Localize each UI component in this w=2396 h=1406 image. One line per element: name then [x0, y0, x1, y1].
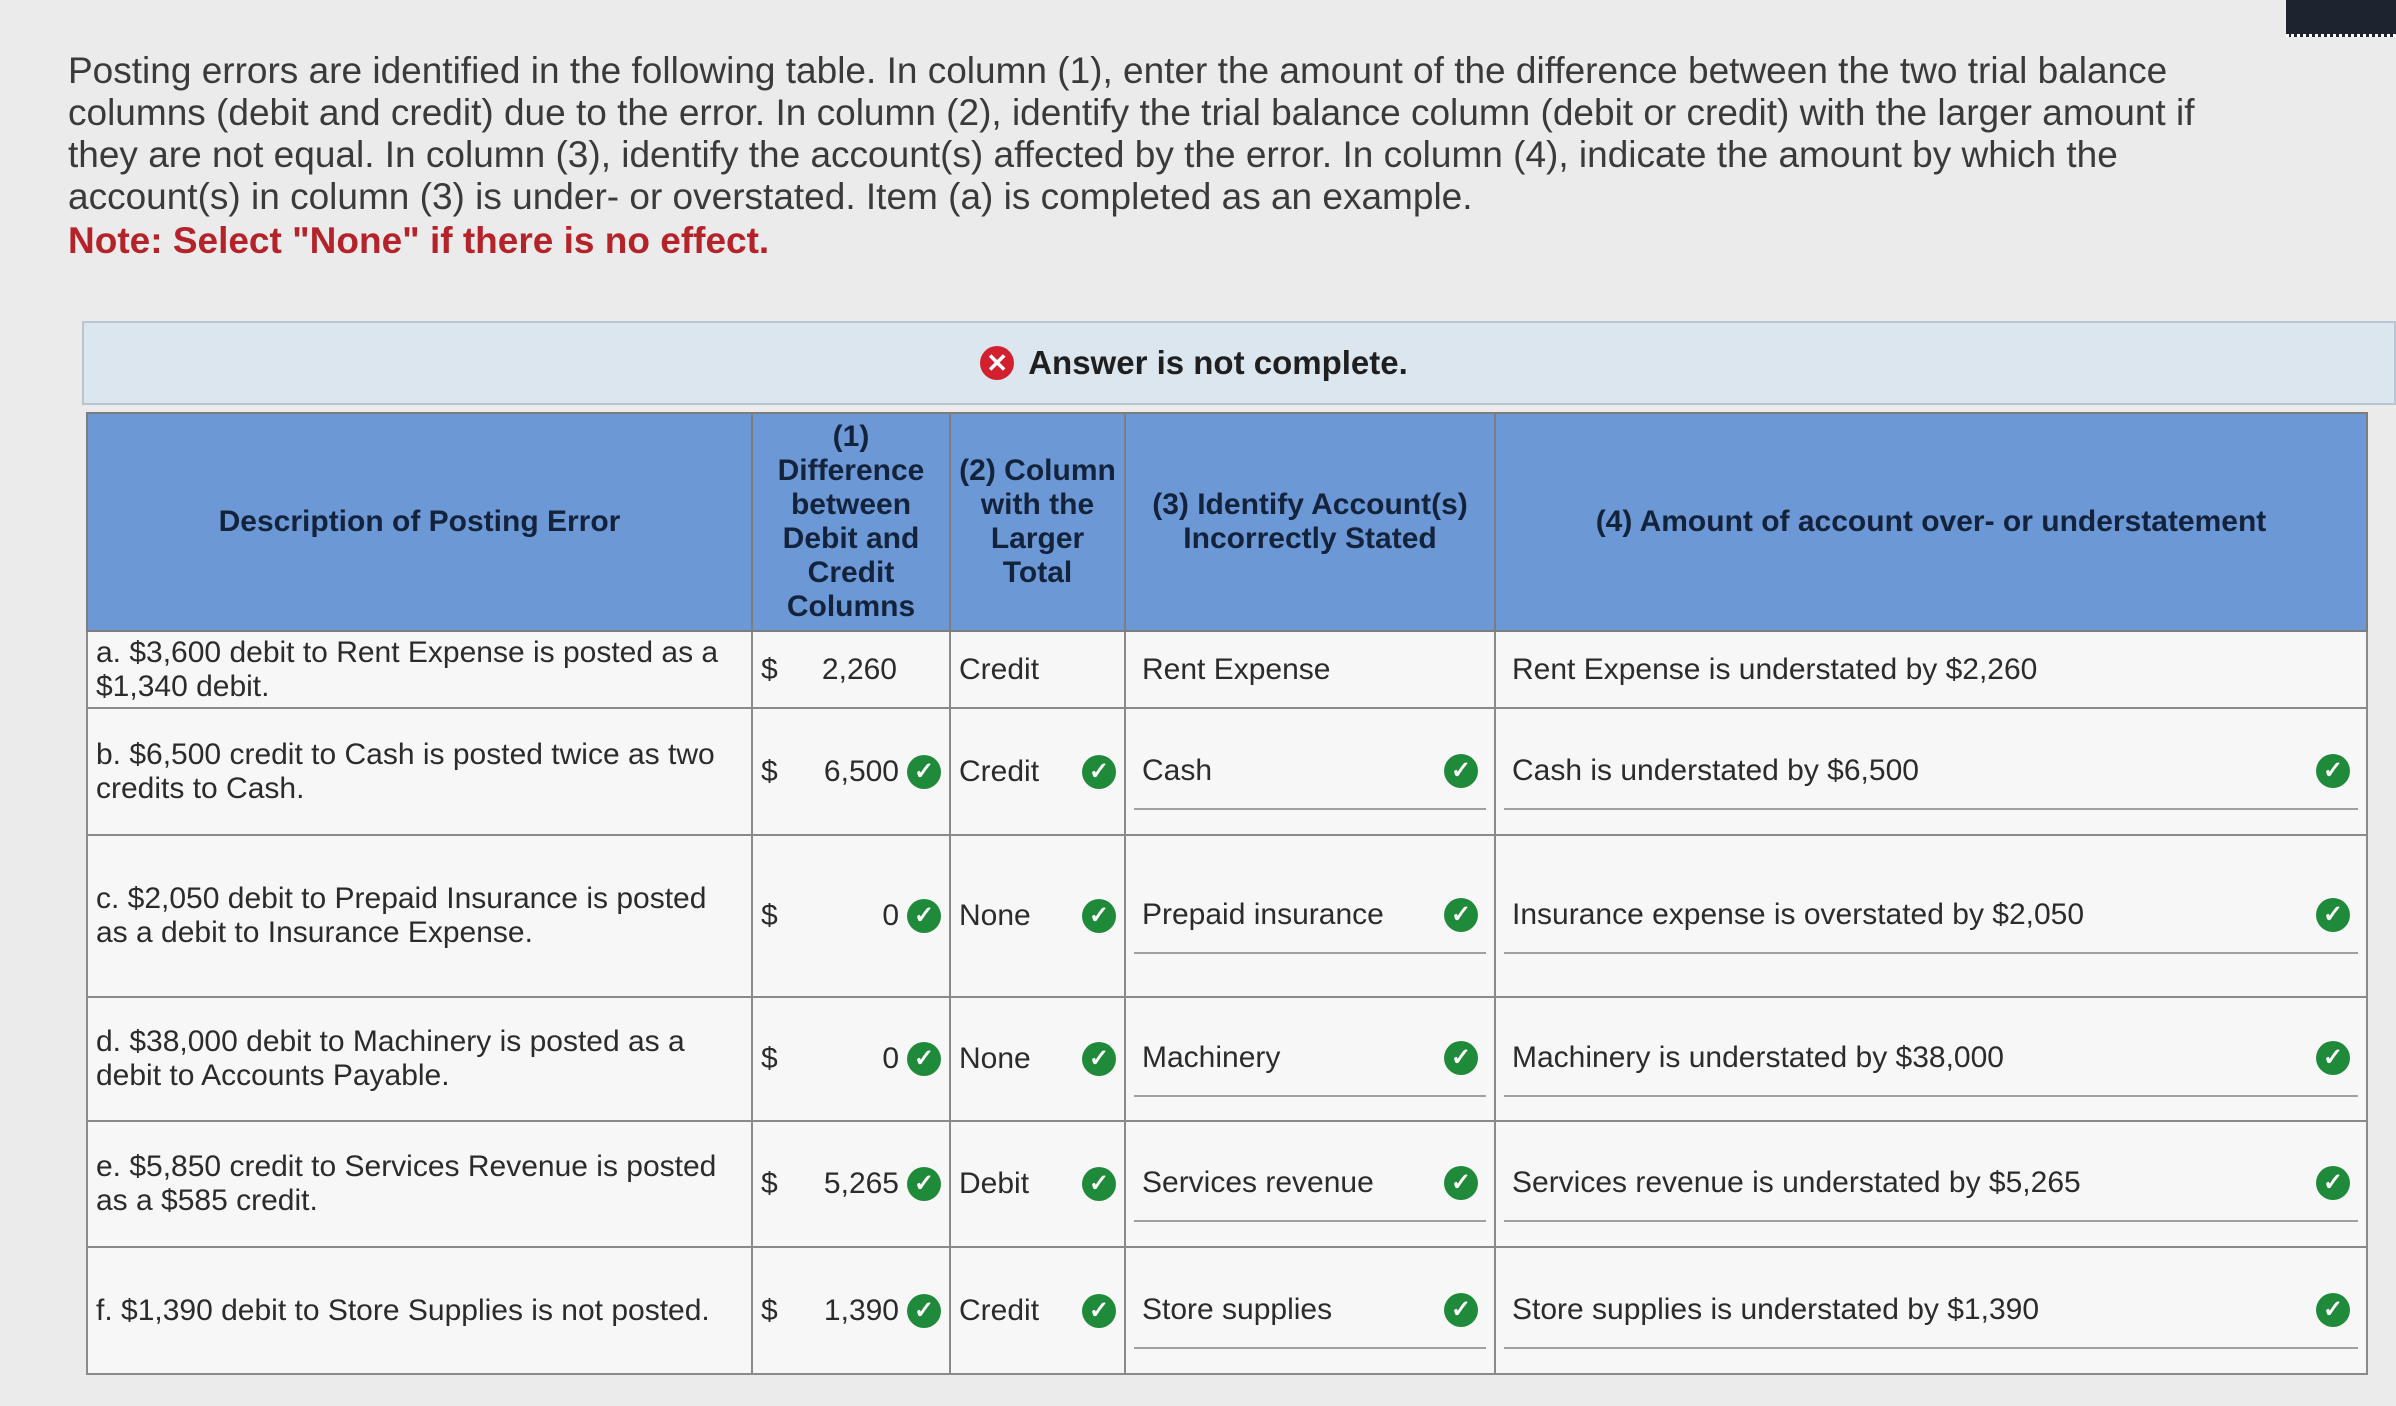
header-accounts: (3) Identify Account(s) Incorrectly Stated — [1125, 413, 1495, 631]
header-difference: (1) Difference between Debit and Credit Columns — [752, 413, 950, 631]
account-cell[interactable] — [1125, 997, 1495, 1121]
statement-select[interactable]: Cash is understated by $6,500 — [1512, 753, 1919, 787]
check-icon: ✓ — [1444, 754, 1478, 788]
check-icon: ✓ — [907, 899, 941, 933]
statement-value: Rent Expense is understated by $2,260 — [1512, 652, 2038, 686]
table-row — [87, 708, 2367, 835]
check-icon: ✓ — [907, 755, 941, 789]
error-description: f. $1,390 debit to Store Supplies is not posted. — [87, 1247, 752, 1374]
statement-select[interactable]: Services revenue is understated by $5,265 — [1512, 1166, 2081, 1199]
larger-column-cell — [950, 631, 1125, 708]
larger-column-cell[interactable] — [950, 997, 1125, 1121]
larger-column-cell[interactable] — [950, 708, 1125, 835]
larger-column-select[interactable]: None — [959, 899, 1031, 932]
check-icon: ✓ — [1444, 898, 1478, 932]
check-icon: ✓ — [2316, 898, 2350, 932]
check-icon: ✓ — [1082, 899, 1116, 933]
difference-value: 2,260 — [821, 652, 897, 686]
table-row — [87, 631, 2367, 708]
difference-input[interactable]: 5,265 — [823, 1167, 899, 1200]
account-cell[interactable] — [1125, 835, 1495, 997]
account-cell[interactable] — [1125, 708, 1495, 835]
currency-symbol: $ — [761, 1293, 778, 1327]
account-cell — [1125, 631, 1495, 708]
larger-column-value: Credit — [959, 652, 1040, 686]
difference-cell — [752, 631, 950, 708]
error-description: b. $6,500 credit to Cash is posted twice as two credits to Cash. — [87, 708, 752, 835]
check-icon: ✓ — [907, 1167, 941, 1201]
larger-column-select[interactable]: None — [959, 1042, 1031, 1075]
statement-select[interactable]: Machinery is understated by $38,000 — [1512, 1041, 2004, 1074]
check-icon: ✓ — [2316, 1166, 2350, 1200]
error-description: e. $5,850 credit to Services Revenue is posted as a $585 credit. — [87, 1121, 752, 1247]
check-icon: ✓ — [907, 1294, 941, 1328]
instructions-text: Posting errors are identified in the following table. In column (1), enter the amount of the difference between the two trial balance columns (debit and credit) due to the error. In column (2), identify the trial balance column (debit or credit) with the larger amount if they are not equal. In column (3), identify the account(s) affected by the error. In column (4), indicate the amount by which the account(s) in column (3) is under- or overstated. Item (a) is completed as an example. — [68, 50, 2195, 217]
check-icon: ✓ — [2316, 1293, 2350, 1327]
difference-input[interactable]: 1,390 — [823, 1293, 899, 1327]
top-right-tab[interactable] — [2286, 0, 2396, 37]
statement-cell[interactable] — [1495, 708, 2367, 835]
account-value: Rent Expense — [1142, 652, 1331, 686]
posting-errors-table — [86, 412, 2368, 1375]
larger-column-select[interactable]: Debit — [959, 1167, 1030, 1200]
difference-cell[interactable] — [752, 835, 950, 997]
check-icon: ✓ — [1444, 1166, 1478, 1200]
check-icon: ✓ — [1444, 1293, 1478, 1327]
difference-cell[interactable] — [752, 1247, 950, 1374]
difference-cell[interactable] — [752, 1121, 950, 1247]
difference-cell[interactable] — [752, 708, 950, 835]
answer-status-text: Answer is not complete. — [1028, 344, 1408, 381]
statement-cell[interactable] — [1495, 1121, 2367, 1247]
account-cell[interactable] — [1125, 1121, 1495, 1247]
currency-symbol: $ — [761, 1167, 778, 1200]
account-cell[interactable] — [1125, 1247, 1495, 1374]
check-icon: ✓ — [1082, 1294, 1116, 1328]
difference-input[interactable]: 0 — [882, 1042, 899, 1075]
currency-symbol: $ — [761, 1042, 778, 1075]
check-icon: ✓ — [907, 1042, 941, 1076]
check-icon: ✓ — [2316, 754, 2350, 788]
check-icon: ✓ — [1082, 1167, 1116, 1201]
header-description: Description of Posting Error — [87, 413, 752, 631]
currency-symbol: $ — [761, 652, 778, 686]
difference-input[interactable]: 6,500 — [823, 754, 899, 788]
statement-cell — [1495, 631, 2367, 708]
check-icon: ✓ — [2316, 1041, 2350, 1075]
account-select[interactable]: Services revenue — [1142, 1166, 1374, 1199]
check-icon: ✓ — [1082, 1042, 1116, 1076]
difference-input[interactable]: 0 — [882, 899, 899, 932]
statement-select[interactable]: Store supplies is understated by $1,390 — [1512, 1292, 2040, 1326]
difference-cell[interactable] — [752, 997, 950, 1121]
larger-column-select[interactable]: Credit — [959, 754, 1040, 788]
statement-select[interactable]: Insurance expense is overstated by $2,050 — [1512, 898, 2085, 931]
error-x-icon: ✕ — [980, 346, 1014, 380]
error-description: d. $38,000 debit to Machinery is posted as a debit to Accounts Payable. — [87, 997, 752, 1121]
larger-column-cell[interactable] — [950, 1121, 1125, 1247]
currency-symbol: $ — [761, 899, 778, 932]
currency-symbol: $ — [761, 754, 778, 788]
answer-status-banner — [82, 321, 2396, 405]
instructions — [68, 50, 2248, 262]
larger-column-select[interactable]: Credit — [959, 1293, 1040, 1327]
account-select[interactable]: Store supplies — [1142, 1292, 1333, 1326]
error-description: a. $3,600 debit to Rent Expense is posted as a $1,340 debit. — [87, 631, 752, 708]
larger-column-cell[interactable] — [950, 1247, 1125, 1374]
statement-cell[interactable] — [1495, 835, 2367, 997]
header-over-understatement: (4) Amount of account over- or understatement — [1495, 413, 2367, 631]
table-row — [87, 997, 2367, 1121]
instructions-note: Note: Select "None" if there is no effect. — [68, 220, 770, 261]
statement-cell[interactable] — [1495, 1247, 2367, 1374]
check-icon: ✓ — [1082, 755, 1116, 789]
statement-cell[interactable] — [1495, 997, 2367, 1121]
table-row — [87, 835, 2367, 997]
account-select[interactable]: Machinery — [1142, 1041, 1281, 1074]
larger-column-cell[interactable] — [950, 835, 1125, 997]
account-select[interactable]: Prepaid insurance — [1142, 898, 1384, 931]
check-icon: ✓ — [1444, 1041, 1478, 1075]
table-row — [87, 1121, 2367, 1247]
account-select[interactable]: Cash — [1142, 753, 1213, 787]
error-description: c. $2,050 debit to Prepaid Insurance is posted as a debit to Insurance Expense. — [87, 835, 752, 997]
header-larger-column: (2) Column with the Larger Total — [950, 413, 1125, 631]
table-row — [87, 1247, 2367, 1374]
